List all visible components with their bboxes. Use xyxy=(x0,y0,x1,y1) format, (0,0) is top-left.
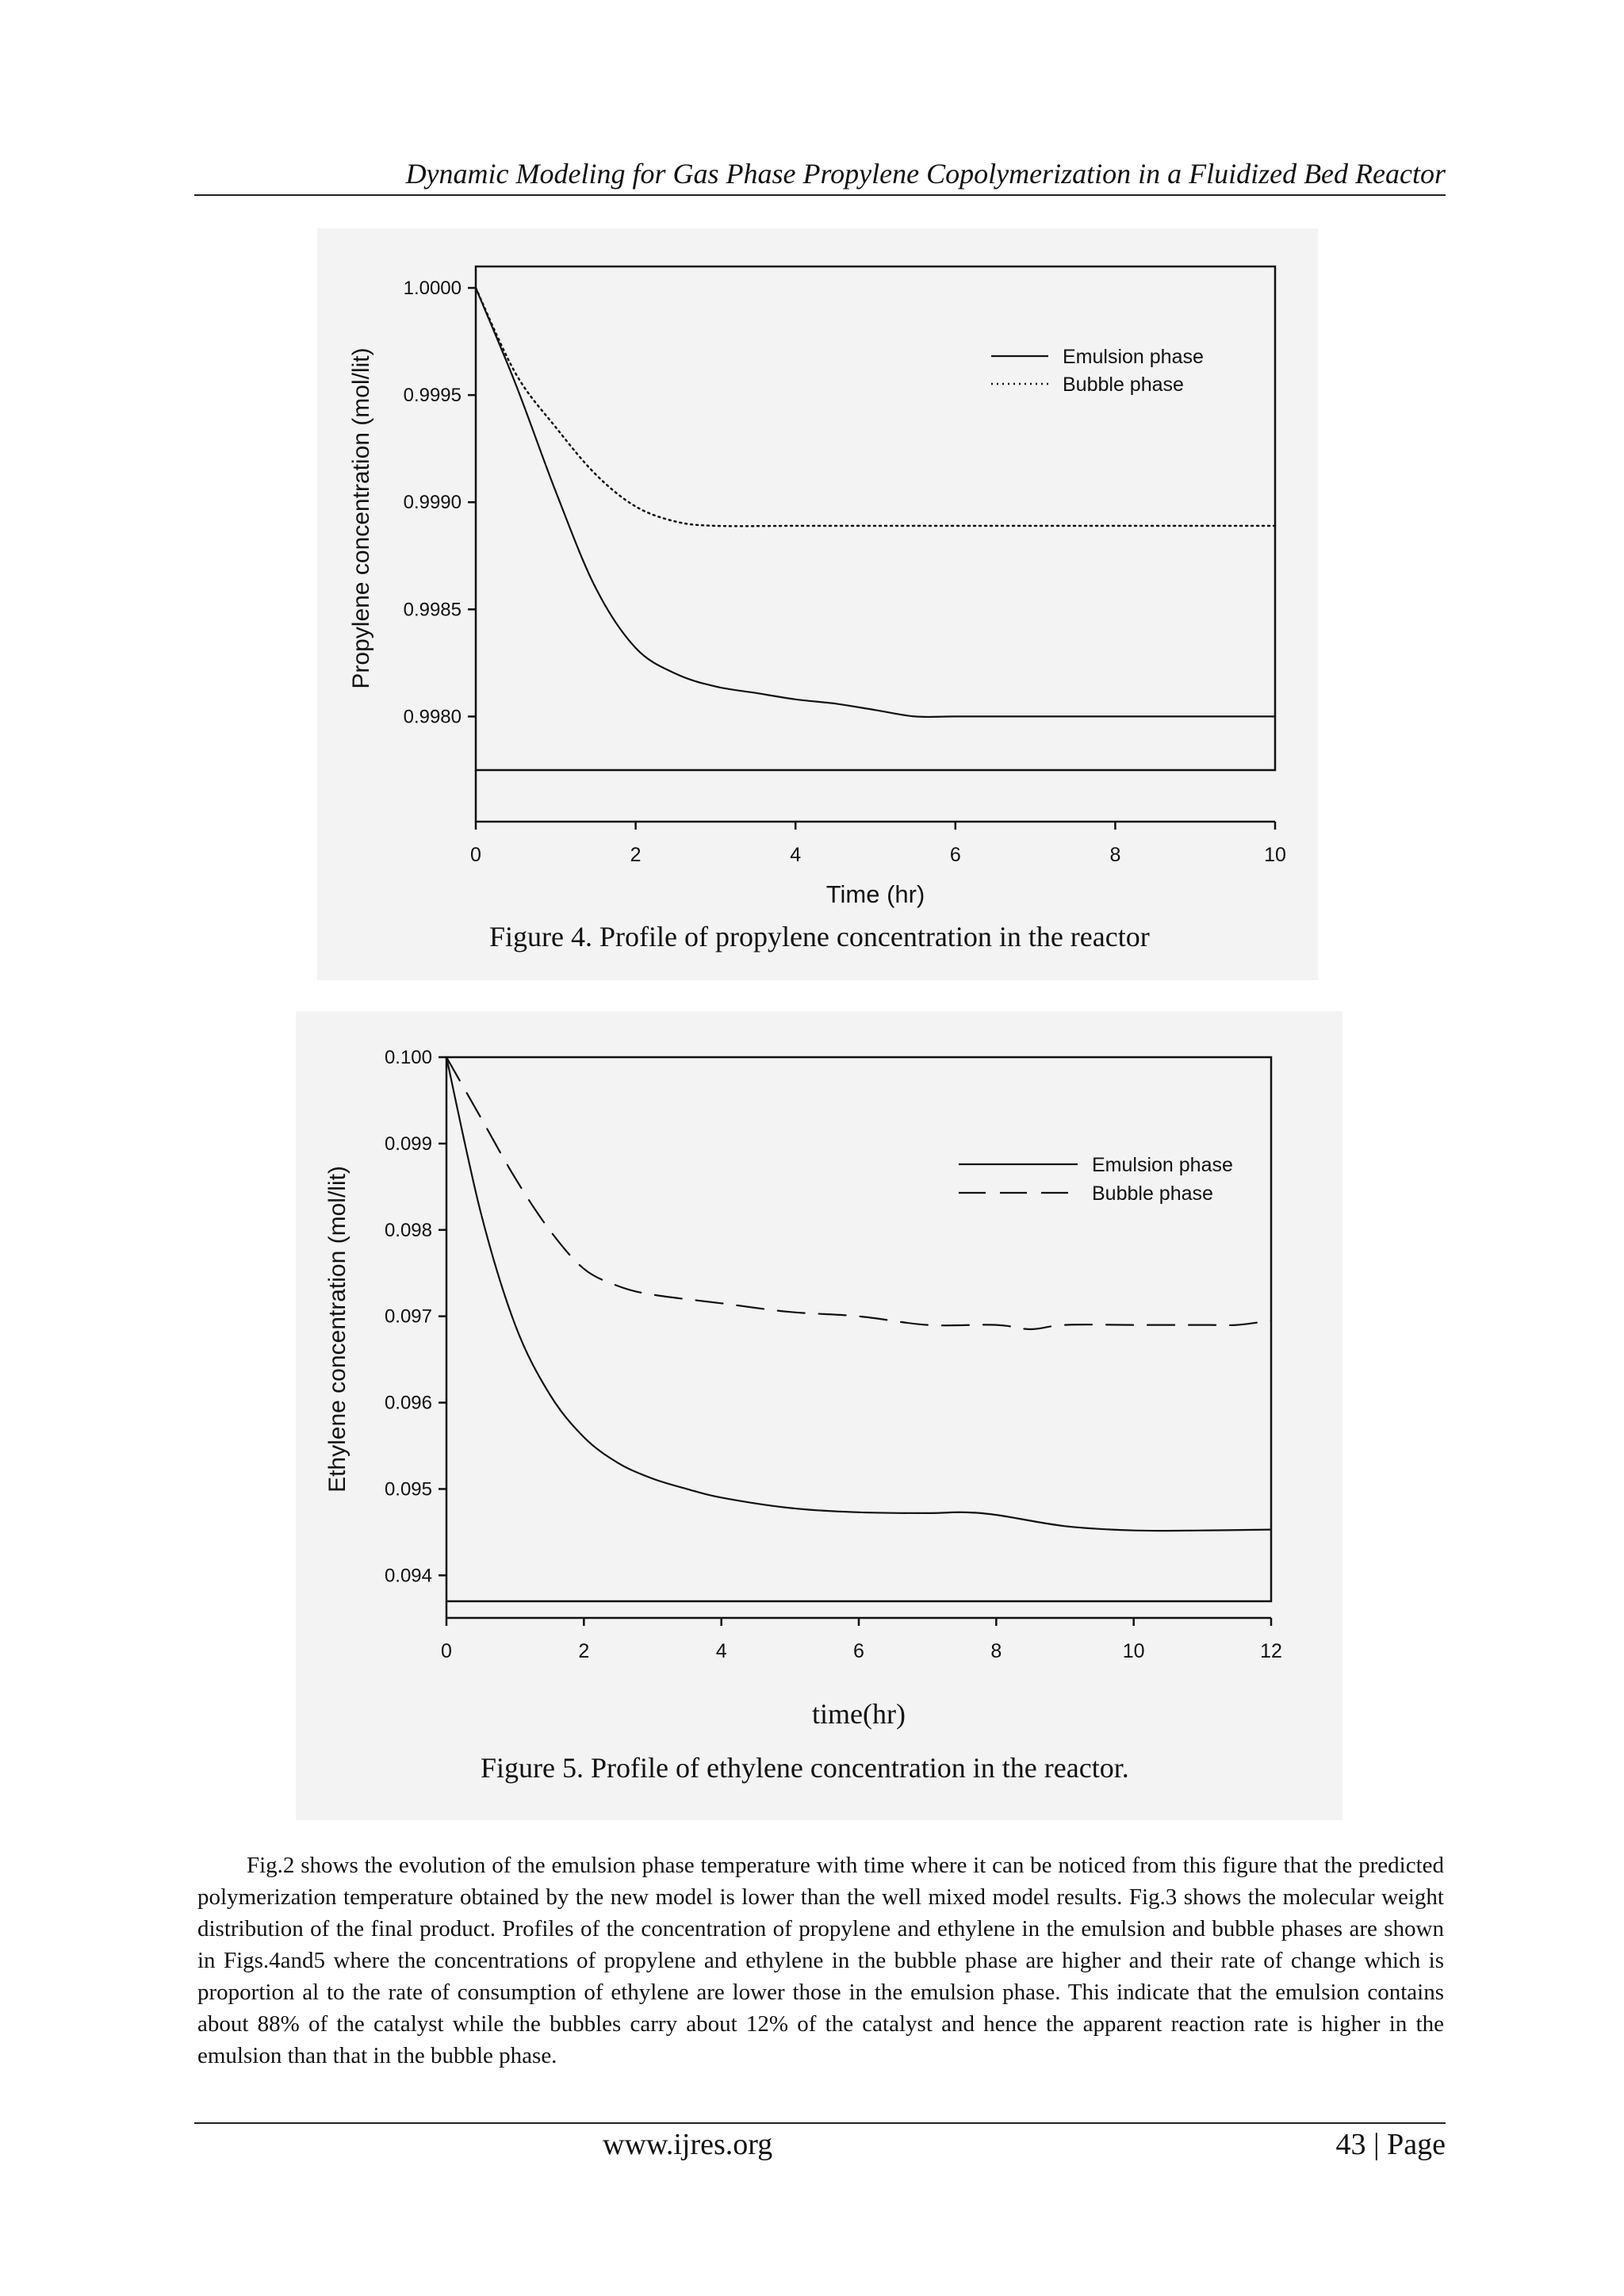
fig4-series-line-2 xyxy=(476,288,1275,526)
fig4-x-tick-label: 0 xyxy=(470,844,481,866)
fig4-y-axis-label: Propylene concentration (mol/lit) xyxy=(348,347,374,689)
header-rule xyxy=(194,194,1446,196)
fig5-y-tick-label: 0.097 xyxy=(384,1305,432,1328)
figure-5-chart xyxy=(296,1011,1342,1820)
figure-4-panel xyxy=(317,228,1318,980)
fig5-x-tick-label: 6 xyxy=(853,1640,864,1662)
figure-5-panel xyxy=(296,1011,1342,1820)
fig5-x-tick-label: 12 xyxy=(1260,1640,1282,1662)
fig5-y-tick-label: 0.095 xyxy=(384,1478,432,1501)
fig5-x-axis-label: time(hr) xyxy=(812,1698,906,1730)
fig4-plot-frame xyxy=(476,266,1275,770)
fig5-y-tick-label: 0.096 xyxy=(384,1392,432,1414)
fig5-legend-label-2: Bubble phase xyxy=(1092,1182,1213,1205)
running-title: Dynamic Modeling for Gas Phase Propylene Copolymerization in a Fluidized Bed Reactor xyxy=(405,158,1446,190)
figure-4-chart xyxy=(317,228,1318,980)
fig4-x-tick-label: 6 xyxy=(949,844,961,866)
fig5-x-tick-label: 4 xyxy=(715,1640,727,1662)
fig4-y-tick-label: 1.0000 xyxy=(403,278,462,300)
fig5-x-tick-label: 8 xyxy=(990,1640,1002,1662)
figure-5-caption: Figure 5. Profile of ethylene concentration in the reactor. xyxy=(481,1752,1129,1784)
fig4-legend-label-1: Emulsion phase xyxy=(1063,346,1204,368)
fig5-x-tick-label: 2 xyxy=(578,1640,590,1662)
footer-url: www.ijres.org xyxy=(603,2128,773,2161)
fig5-series-line-1 xyxy=(446,1057,1271,1531)
fig5-y-tick-label: 0.099 xyxy=(384,1133,432,1155)
fig4-x-axis-label: Time (hr) xyxy=(825,880,925,908)
fig4-x-tick-label: 4 xyxy=(790,844,802,866)
fig4-y-tick-label: 0.9990 xyxy=(403,492,462,514)
footer-rule xyxy=(194,2122,1446,2124)
fig4-legend-label-2: Bubble phase xyxy=(1063,374,1184,396)
fig5-plot-frame xyxy=(446,1057,1271,1601)
fig4-x-tick-label: 8 xyxy=(1109,844,1121,866)
fig5-x-tick-label: 0 xyxy=(441,1640,452,1662)
fig4-y-tick-label: 0.9980 xyxy=(403,706,462,728)
fig5-legend-label-1: Emulsion phase xyxy=(1092,1154,1233,1176)
footer-page-number: 43 | Page xyxy=(1335,2128,1446,2161)
fig4-x-tick-label: 10 xyxy=(1264,844,1286,866)
fig4-y-tick-label: 0.9985 xyxy=(403,599,462,621)
body-paragraph xyxy=(197,1849,1444,2072)
fig5-y-tick-label: 0.098 xyxy=(384,1219,432,1241)
figure-4-caption: Figure 4. Profile of propylene concentration in the reactor xyxy=(489,921,1150,953)
fig5-y-tick-label: 0.100 xyxy=(384,1047,432,1068)
fig5-y-axis-label: Ethylene concentration (mol/lit) xyxy=(324,1166,350,1493)
fig5-x-tick-label: 10 xyxy=(1122,1640,1145,1662)
fig4-y-tick-label: 0.9995 xyxy=(403,385,462,407)
fig5-y-tick-label: 0.094 xyxy=(384,1565,432,1587)
fig4-x-tick-label: 2 xyxy=(630,844,642,866)
body-paragraph-text: Fig.2 shows the evolution of the emulsion phase temperature with time where it can be noticed from this figure that the predicted polymerization temperature obtained by the new model is lower than the well mixed model results. Fig.3 shows the molecular weight distribution of the final product. Profiles of the concentration of propylene and ethylene in the emulsion and bubble phases are shown in Figs.4and5 where the concentrations of propylene and ethylene in the bubble phase are higher and their rate of change which is proportion al to the rate of consumption of ethylene are lower those in the emulsion phase. This indicate that the emulsion contains about 88% of the catalyst while the bubbles carry about 12% of the catalyst and hence the apparent reaction rate is higher in the emulsion than that in the bubble phase. xyxy=(197,1853,1444,2068)
